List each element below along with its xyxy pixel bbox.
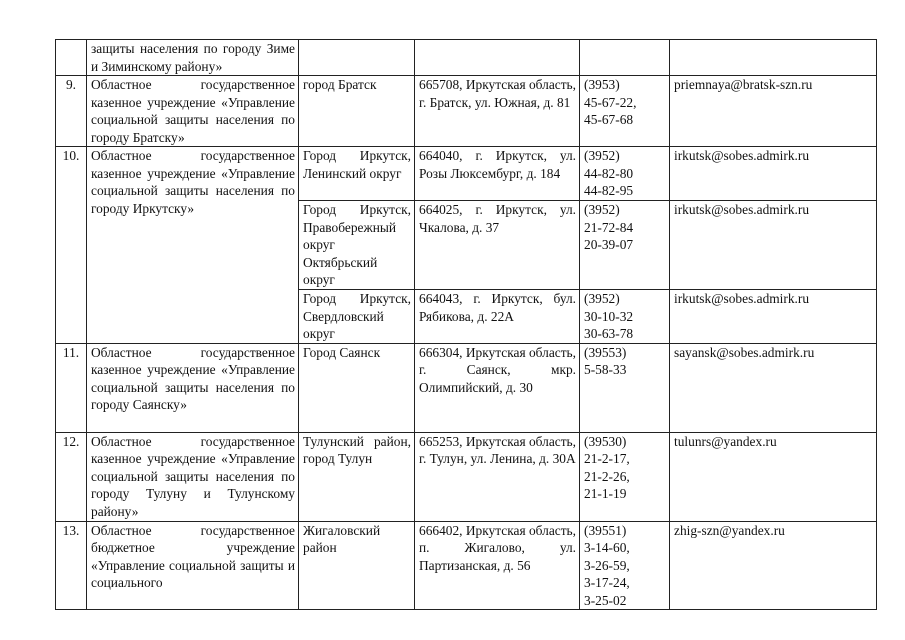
phone-cell bbox=[580, 521, 670, 610]
service-area-cell: Жигаловский район bbox=[299, 521, 415, 610]
phone-number: (3953) bbox=[584, 77, 620, 92]
phone-cell bbox=[580, 147, 670, 201]
service-area-cell: Город Иркутск, Свердловский округ bbox=[299, 290, 415, 344]
table-row bbox=[56, 432, 877, 521]
phone-number: (3952) bbox=[584, 202, 620, 217]
email-cell: tulunrs@yandex.ru bbox=[670, 432, 877, 521]
phone-number: 45-67-68 bbox=[584, 112, 634, 127]
row-number-cell: 10. bbox=[56, 147, 87, 344]
phone-number: 21-72-84 bbox=[584, 219, 634, 235]
email-cell: sayansk@sobes.admirk.ru bbox=[670, 343, 877, 432]
institution-cell: Областное государственное казенное учреждение «Управление социальной защиты населения по городу Тулуну и Тулунскому району» bbox=[87, 432, 299, 521]
row-number-cell: 9. bbox=[56, 76, 87, 147]
institution-cell: защиты населения по городу Зиме и Зиминскому району» bbox=[87, 40, 299, 76]
service-area-cell: Город Саянск bbox=[299, 343, 415, 432]
phone-cell bbox=[580, 432, 670, 521]
table-row bbox=[56, 76, 877, 147]
phone-number: (39553) bbox=[584, 344, 627, 360]
phone-number: (39530) bbox=[584, 433, 627, 449]
address-cell: 665708, Иркутская область, г. Братск, ул. Южная, д. 81 bbox=[415, 76, 580, 147]
address-cell: 664043, г. Иркутск, бул. Рябикова, д. 22А bbox=[415, 290, 580, 344]
phone-number: 3-25-02 bbox=[584, 592, 627, 608]
phone-number: 21-2-17, bbox=[584, 451, 630, 466]
phone-cell bbox=[580, 76, 670, 147]
table-row bbox=[56, 147, 877, 201]
phone-number: 44-82-80 bbox=[584, 165, 634, 181]
service-area-cell: Город Иркутск, Правобережный округ Октябрьский округ bbox=[299, 201, 415, 290]
phone-number: (3952) bbox=[584, 148, 620, 163]
row-number-cell bbox=[56, 40, 87, 76]
phone-number: 3-14-60, bbox=[584, 540, 630, 555]
phone-number: 30-10-32 bbox=[584, 308, 634, 324]
table-body bbox=[56, 40, 877, 610]
row-number-cell: 11. bbox=[56, 343, 87, 432]
phone-cell bbox=[580, 343, 670, 432]
email-cell: irkutsk@sobes.admirk.ru bbox=[670, 201, 877, 290]
address-cell: 664040, г. Иркутск, ул. Розы Люксембург, д. 184 bbox=[415, 147, 580, 201]
table-row bbox=[56, 343, 877, 432]
institution-cell: Областное государственное казенное учреждение «Управление социальной защиты населения по городу Иркутску» bbox=[87, 147, 299, 344]
institution-cell: Областное государственное бюджетное учреждение «Управление социальной защиты и социального bbox=[87, 521, 299, 610]
service-area-cell: город Братск bbox=[299, 76, 415, 147]
phone-number: 20-39-07 bbox=[584, 237, 634, 252]
row-number-cell: 12. bbox=[56, 432, 87, 521]
email-cell: priemnaya@bratsk-szn.ru bbox=[670, 76, 877, 147]
address-cell: 664025, г. Иркутск, ул. Чкалова, д. 37 bbox=[415, 201, 580, 290]
address-cell: 665253, Иркутская область, г. Тулун, ул. Ленина, д. 30А bbox=[415, 432, 580, 521]
phone-cell bbox=[580, 290, 670, 344]
phone-number: (39551) bbox=[584, 522, 627, 538]
phone-number: 21-2-26, bbox=[584, 468, 630, 484]
email-cell: irkutsk@sobes.admirk.ru bbox=[670, 147, 877, 201]
service-area-cell bbox=[299, 40, 415, 76]
institutions-table bbox=[55, 39, 877, 610]
address-cell bbox=[415, 40, 580, 76]
email-cell: irkutsk@sobes.admirk.ru bbox=[670, 290, 877, 344]
phone-cell bbox=[580, 40, 670, 76]
institution-cell: Областное государственное казенное учреждение «Управление социальной защиты населения по городу Братску» bbox=[87, 76, 299, 147]
address-cell: 666402, Иркутская область, п. Жигалово, ул. Партизанская, д. 56 bbox=[415, 521, 580, 610]
service-area-cell: Город Иркутск, Ленинский округ bbox=[299, 147, 415, 201]
email-cell bbox=[670, 40, 877, 76]
phone-number: 3-26-59, bbox=[584, 557, 630, 573]
row-number-cell: 13. bbox=[56, 521, 87, 610]
email-cell: zhig-szn@yandex.ru bbox=[670, 521, 877, 610]
service-area-cell: Тулунский район, город Тулун bbox=[299, 432, 415, 521]
address-cell: 666304, Иркутская область, г. Саянск, мкр. Олимпийский, д. 30 bbox=[415, 343, 580, 432]
table-row bbox=[56, 40, 877, 76]
phone-number: 30-63-78 bbox=[584, 326, 634, 341]
phone-number: 3-17-24, bbox=[584, 575, 630, 590]
institution-cell: Областное государственное казенное учреждение «Управление социальной защиты населения по городу Саянску» bbox=[87, 343, 299, 432]
phone-number: 21-1-19 bbox=[584, 486, 627, 501]
phone-number: 45-67-22, bbox=[584, 94, 637, 110]
phone-number: 44-82-95 bbox=[584, 183, 634, 198]
phone-cell bbox=[580, 201, 670, 290]
phone-number: 5-58-33 bbox=[584, 362, 627, 377]
table-row bbox=[56, 521, 877, 610]
phone-number: (3952) bbox=[584, 291, 620, 306]
